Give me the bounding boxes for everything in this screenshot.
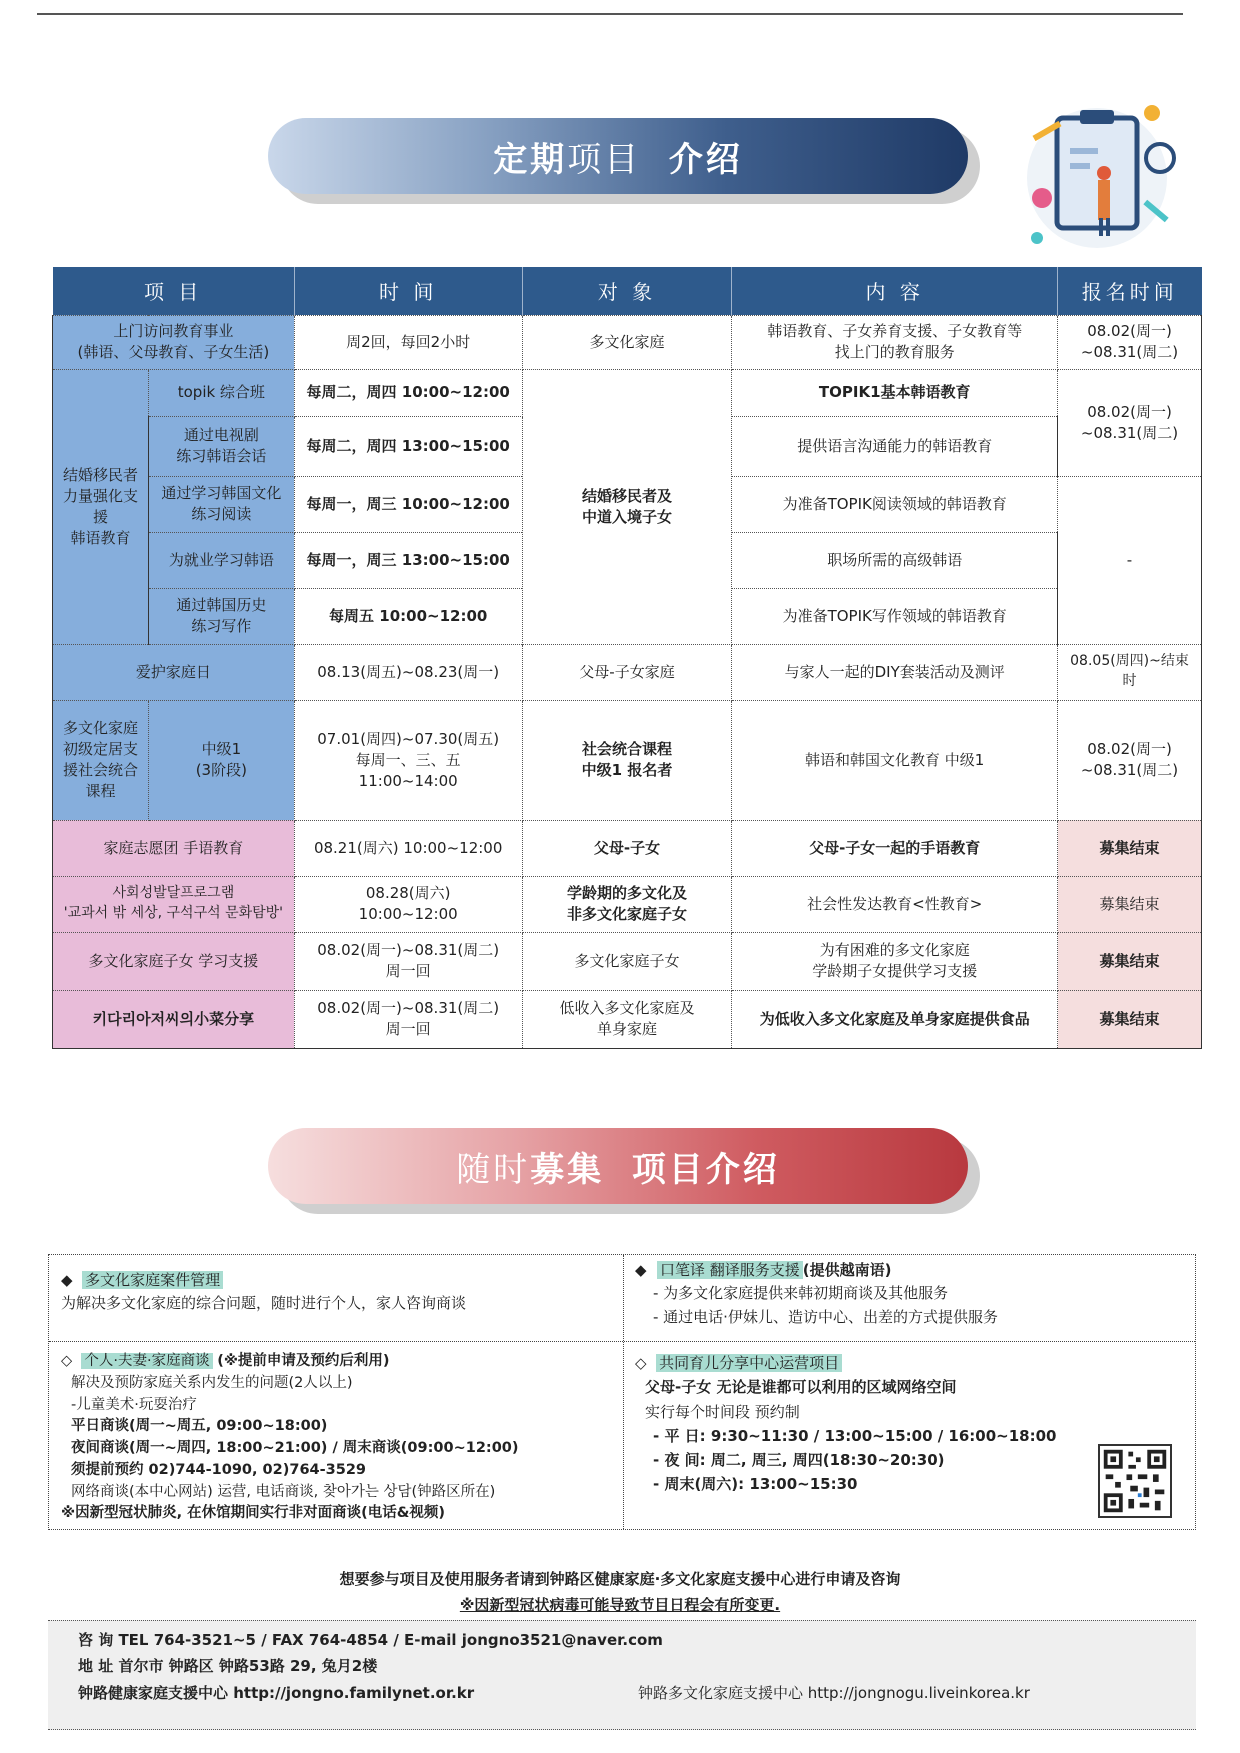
table-row bbox=[53, 700, 1202, 820]
case-management-section bbox=[61, 1269, 616, 1316]
divider bbox=[623, 1255, 624, 1529]
program-content: 为准备TOPIK写作领域的韩语教育 bbox=[732, 588, 1058, 644]
hollow-diamond-icon: ◇ bbox=[635, 1354, 647, 1372]
banner-word: 介绍 bbox=[668, 139, 743, 180]
website-link[interactable]: 钟路健康家庭支援中心 http://jongno.familynet.or.kr bbox=[78, 1683, 475, 1702]
program-name: 多文化家庭子女 学习支援 bbox=[53, 932, 295, 990]
section-text: 为解决多文化家庭的综合问题，随时进行个人，家人咨询商谈 bbox=[61, 1294, 467, 1313]
program-registration: 08.02(周一) ~08.31(周二) bbox=[1058, 315, 1202, 369]
program-time: 08.02(周一)~08.31(周二) 周一回 bbox=[294, 990, 522, 1048]
divider bbox=[49, 1341, 1195, 1342]
program-registration: 募集结束 bbox=[1058, 876, 1202, 932]
program-time: 每周五 10:00~12:00 bbox=[294, 588, 522, 644]
regular-programs-banner bbox=[268, 118, 968, 194]
ongoing-programs-banner bbox=[268, 1128, 968, 1204]
contact-address: 地 址 首尔市 钟路区 钟路53路 29, 兔月2楼 bbox=[78, 1657, 378, 1676]
column-header: 项 目 bbox=[53, 267, 295, 315]
counseling-section bbox=[61, 1351, 616, 1525]
section-line: 父母-子女 无论是谁都可以利用的区域网络空间 bbox=[645, 1378, 957, 1397]
program-name: 家庭志愿团 手语教育 bbox=[53, 820, 295, 876]
program-registration: 募集结束 bbox=[1058, 990, 1202, 1048]
banner-word: 定期 bbox=[493, 139, 568, 180]
program-content: 为低收入多文化家庭及单身家庭提供食品 bbox=[732, 990, 1058, 1048]
program-time: 08.13(周五)~08.23(周一) bbox=[294, 644, 522, 700]
section-line: 解决及预防家庭关系内发生的问题(2人以上) bbox=[71, 1374, 353, 1391]
program-content: TOPIK1基本韩语教育 bbox=[732, 369, 1058, 416]
program-time: 08.28(周六) 10:00~12:00 bbox=[294, 876, 522, 932]
program-target: 社会统合课程 中级1 报名者 bbox=[522, 700, 732, 820]
diamond-icon: ◆ bbox=[61, 1271, 73, 1289]
program-time: 08.02(周一)~08.31(周二) 周一回 bbox=[294, 932, 522, 990]
section-line: 实行每个时间段 预约制 bbox=[645, 1402, 800, 1421]
section-title: 个人·夫妻·家庭商谈 bbox=[81, 1353, 212, 1369]
table-row bbox=[53, 315, 1202, 369]
program-content: 提供语言沟通能力的韩语教育 bbox=[732, 416, 1058, 476]
program-target: 多文化家庭子女 bbox=[522, 932, 732, 990]
table-row bbox=[53, 876, 1202, 932]
program-time: 周2回，每回2小时 bbox=[294, 315, 522, 369]
program-content: 职场所需的高级韩语 bbox=[732, 532, 1058, 588]
top-rule bbox=[37, 13, 1183, 15]
table-row bbox=[53, 369, 1202, 416]
program-content: 韩语和韩国文化教育 中级1 bbox=[732, 700, 1058, 820]
program-name: topik 综合班 bbox=[148, 369, 294, 416]
program-target: 结婚移民者及 中道入境子女 bbox=[522, 369, 732, 644]
qr-code-icon[interactable] bbox=[1098, 1444, 1172, 1518]
covid-notice: ※因新型冠状病毒可能导致节目日程会有所变更. bbox=[459, 1596, 781, 1614]
program-content: 父母-子女一起的手语教育 bbox=[732, 820, 1058, 876]
program-name: 多文化家庭 初级定居支 援社会统合 课程 bbox=[53, 700, 149, 820]
website-link[interactable]: 钟路多文化家庭支援中心 http://jongnogu.liveinkorea.kr bbox=[638, 1683, 1030, 1702]
program-name: 사회성발달프로그램 '교과서 밖 세상, 구석구석 문화탐방' bbox=[53, 876, 295, 932]
section-line: ※因新型冠状肺炎, 在休馆期间实行非对面商谈(电话&视频) bbox=[61, 1505, 446, 1522]
program-time: 每周一，周三 10:00~12:00 bbox=[294, 476, 522, 532]
banner-word: 募集 bbox=[530, 1149, 605, 1190]
section-line: 夜间商谈(周一~周四, 18:00~21:00) / 周末商谈(09:00~12:00) bbox=[71, 1440, 519, 1456]
program-time: 每周二，周四 13:00~15:00 bbox=[294, 416, 522, 476]
table-row bbox=[53, 932, 1202, 990]
program-content: 为有困难的多文化家庭 学龄期子女提供学习支援 bbox=[732, 932, 1058, 990]
program-content: 社会性发达教育<性教育> bbox=[732, 876, 1058, 932]
table-row bbox=[53, 820, 1202, 876]
program-time: 每周一，周三 13:00~15:00 bbox=[294, 532, 522, 588]
hollow-diamond-icon: ◇ bbox=[61, 1353, 73, 1369]
program-registration: - bbox=[1058, 476, 1202, 644]
banner-word: 随时 bbox=[456, 1149, 531, 1190]
section-line: - 平 日: 9:30~11:30 / 13:00~15:00 / 16:00~18:00 bbox=[653, 1426, 1057, 1445]
regular-programs-table bbox=[52, 267, 1202, 1049]
program-group-name: 结婚移民者 力量强化支援 韩语教育 bbox=[53, 369, 149, 644]
section-line: 须提前预约 02)744-1090, 02)764-3529 bbox=[71, 1461, 366, 1478]
application-notice: 想要参与项目及使用服务者请到钟路区健康家庭·多文化家庭支援中心进行申请及咨询 bbox=[339, 1570, 901, 1588]
program-name: 通过韩国历史 练习写作 bbox=[148, 588, 294, 644]
program-target: 学龄期的多文化及 非多文化家庭子女 bbox=[522, 876, 732, 932]
program-name: 为就业学习韩语 bbox=[148, 532, 294, 588]
program-name: 爱护家庭日 bbox=[53, 644, 295, 700]
program-content: 为准备TOPIK阅读领域的韩语教育 bbox=[732, 476, 1058, 532]
banner-word: 项目介绍 bbox=[631, 1149, 780, 1190]
program-name: 通过学习韩国文化 练习阅读 bbox=[148, 476, 294, 532]
program-target: 多文化家庭 bbox=[522, 315, 732, 369]
program-content: 与家人一起的DIY套装活动及测评 bbox=[732, 644, 1058, 700]
section-line: 网络商谈(本中心网站) 运营, 电话商谈, 찾아가는 상담(钟路区所在) bbox=[71, 1483, 496, 1500]
column-header: 报名时间 bbox=[1058, 267, 1202, 315]
section-line: - 通过电话·伊妹儿、造访中心、出差的方式提供服务 bbox=[653, 1307, 998, 1326]
column-header: 时 间 bbox=[294, 267, 522, 315]
program-registration: 募集结束 bbox=[1058, 932, 1202, 990]
program-registration: 08.02(周一) ~08.31(周二) bbox=[1058, 369, 1202, 476]
table-header-row bbox=[53, 267, 1202, 315]
section-title-note: (※提前申请及预约后利用) bbox=[217, 1353, 390, 1369]
banner-word: 项目 bbox=[567, 139, 642, 180]
program-registration: 08.05(周四)~结束时 bbox=[1058, 644, 1202, 700]
column-header: 内 容 bbox=[732, 267, 1058, 315]
program-time: 07.01(周四)~07.30(周五) 每周一、三、五 11:00~14:00 bbox=[294, 700, 522, 820]
table-row bbox=[53, 990, 1202, 1048]
section-title: 多文化家庭案件管理 bbox=[82, 1271, 223, 1289]
table-row bbox=[53, 644, 1202, 700]
program-name: 키다리아저씨의小菜分享 bbox=[53, 990, 295, 1048]
contact-box bbox=[48, 1620, 1196, 1730]
program-target: 父母-子女家庭 bbox=[522, 644, 732, 700]
program-target: 父母-子女 bbox=[522, 820, 732, 876]
program-content: 韩语教育、子女养育支援、子女教育等 找上门的教育服务 bbox=[732, 315, 1058, 369]
program-registration: 募集结束 bbox=[1058, 820, 1202, 876]
program-time: 每周二，周四 10:00~12:00 bbox=[294, 369, 522, 416]
diamond-icon: ◆ bbox=[635, 1261, 647, 1279]
program-name: 上门访问教育事业 (韩语、父母教育、子女生活) bbox=[53, 315, 295, 369]
program-name: 通过电视剧 练习韩语会话 bbox=[148, 416, 294, 476]
section-line: - 为多文化家庭提供来韩初期商谈及其他服务 bbox=[653, 1284, 949, 1303]
program-sub-name: 中级1 (3阶段) bbox=[148, 700, 294, 820]
section-title: 共同育儿分享中心运营项目 bbox=[656, 1354, 842, 1372]
section-line: - 夜 间: 周二, 周三, 周四(18:30~20:30) bbox=[653, 1451, 945, 1470]
contact-phone-email: 咨 询 TEL 764-3521~5 / FAX 764-4854 / E-mail jongno3521@naver.com bbox=[78, 1631, 663, 1649]
column-header: 对 象 bbox=[522, 267, 732, 315]
section-line: - 周末(周六): 13:00~15:30 bbox=[653, 1475, 858, 1494]
section-line: -儿童美术·玩耍治疗 bbox=[71, 1396, 197, 1413]
section-title: 口笔译 翻译服务支援 bbox=[657, 1261, 803, 1279]
contact-websites bbox=[78, 1680, 1166, 1706]
program-target: 低收入多文化家庭及 单身家庭 bbox=[522, 990, 732, 1048]
section-line: 平日商谈(周一~周五, 09:00~18:00) bbox=[71, 1418, 328, 1435]
clipboard-illustration-icon bbox=[1012, 88, 1182, 263]
section-title-note: (提供越南语) bbox=[802, 1261, 892, 1279]
ongoing-programs-box bbox=[48, 1254, 1196, 1530]
program-registration: 08.02(周一) ~08.31(周二) bbox=[1058, 700, 1202, 820]
program-time: 08.21(周六) 10:00~12:00 bbox=[294, 820, 522, 876]
translation-section bbox=[635, 1259, 1190, 1329]
